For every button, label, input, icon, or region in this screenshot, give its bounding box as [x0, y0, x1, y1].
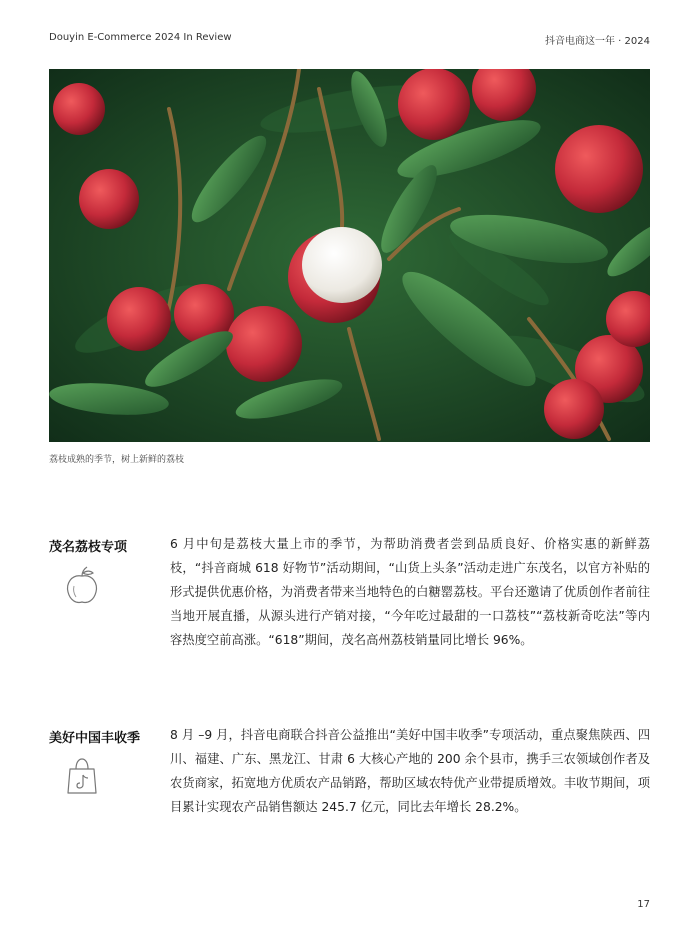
lychee-tree-photo: [49, 69, 650, 442]
lychee-icon: [63, 564, 101, 610]
photo-caption: 荔枝成熟的季节，树上新鲜的荔枝: [49, 455, 185, 465]
report-title: Douyin E-Commerce 2024 In Review: [49, 32, 232, 43]
page-number: 17: [637, 899, 650, 910]
shopping-bag-icon: [63, 755, 101, 801]
section-title-maoming-lychee: 茂名荔枝专项: [49, 540, 128, 555]
section-body-maoming-lychee: 6 月中旬是荔枝大量上市的季节，为帮助消费者尝到品质良好、价格实惠的新鲜荔枝，“抖音商城 618 好物节”活动期间，“山货上头条”活动走进广东茂名，以官方补贴的形式提供优惠价格，为消费者带来当地特色的白糖罂荔枝。平台还邀请了优质创作者前往当地开展直播，从源头进行产销对接，“今年吃过最甜的一口荔枝”“荔枝新奇吃法”等内容热度空前高涨。“618”期间，茂名高州荔枝销量同比增长 96%。: [170, 537, 650, 647]
report-title-chinese: 抖音电商这一年 · 2024: [545, 36, 650, 47]
section-title-harvest-season: 美好中国丰收季: [49, 731, 141, 746]
section-body-harvest-season: 8 月 –9 月，抖音电商联合抖音公益推出“美好中国丰收季”专项活动，重点聚焦陕西、四川、福建、广东、黑龙江、甘肃 6 大核心产地的 200 余个县市，携手三农领域创作者及农货商家，拓宽地方优质农产品销路，帮助区域农特优产业带提质增效。丰收节期间，项目累计实现农产品销售额达 245.7 亿元，同比去年增长 28.2%。: [170, 728, 650, 814]
